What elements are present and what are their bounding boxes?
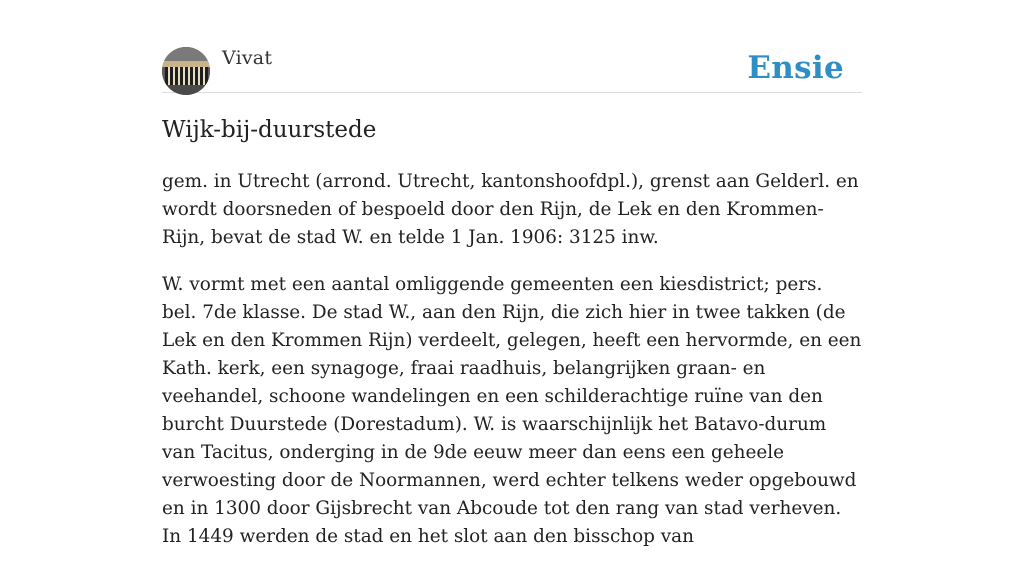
brand-logo[interactable]: Ensie [747, 50, 844, 86]
article-body [162, 168, 862, 570]
header [162, 0, 862, 93]
author-name[interactable]: Vivat [222, 47, 273, 69]
bookshelf-icon [162, 47, 210, 95]
page [162, 0, 862, 547]
bookshelf-avatar-icon[interactable] [162, 47, 210, 95]
paragraph: gem. in Utrecht (arrond. Utrecht, kantonshoofdpl.), grenst aan Gelderl. en wordt doorsneden of bespoeld door den Rijn, de Lek en den Krommen-Rijn, bevat de stad W. en telde 1 Jan. 1906: 3125 inw. [162, 171, 859, 248]
article-title: Wijk-bij-duurstede [162, 117, 377, 143]
paragraph: W. vormt met een aantal omliggende gemeenten een kiesdistrict; pers. bel. 7de klasse. De stad W., aan den Rijn, die zich hier in twee takken (de Lek en den Krommen Rijn) verdeelt, gelegen, heeft een hervormde, en een Kath. kerk, een synagoge, fraai raadhuis, belangrijken graan- en veehandel, schoone wandelingen en een schilderachtige ruïne van den burcht Duurstede (Dorestadum). W. is waarschijnlijk het Batavo-durum van Tacitus, onderging in de 9de eeuw meer dan eens een geheele verwoesting door de Noormannen, werd echter telkens weder opgebouwd en in 1300 door Gijsbrecht van Abcoude tot den rang van stad verheven. In 1449 werden de stad en het slot aan den bisschop van [162, 274, 862, 547]
